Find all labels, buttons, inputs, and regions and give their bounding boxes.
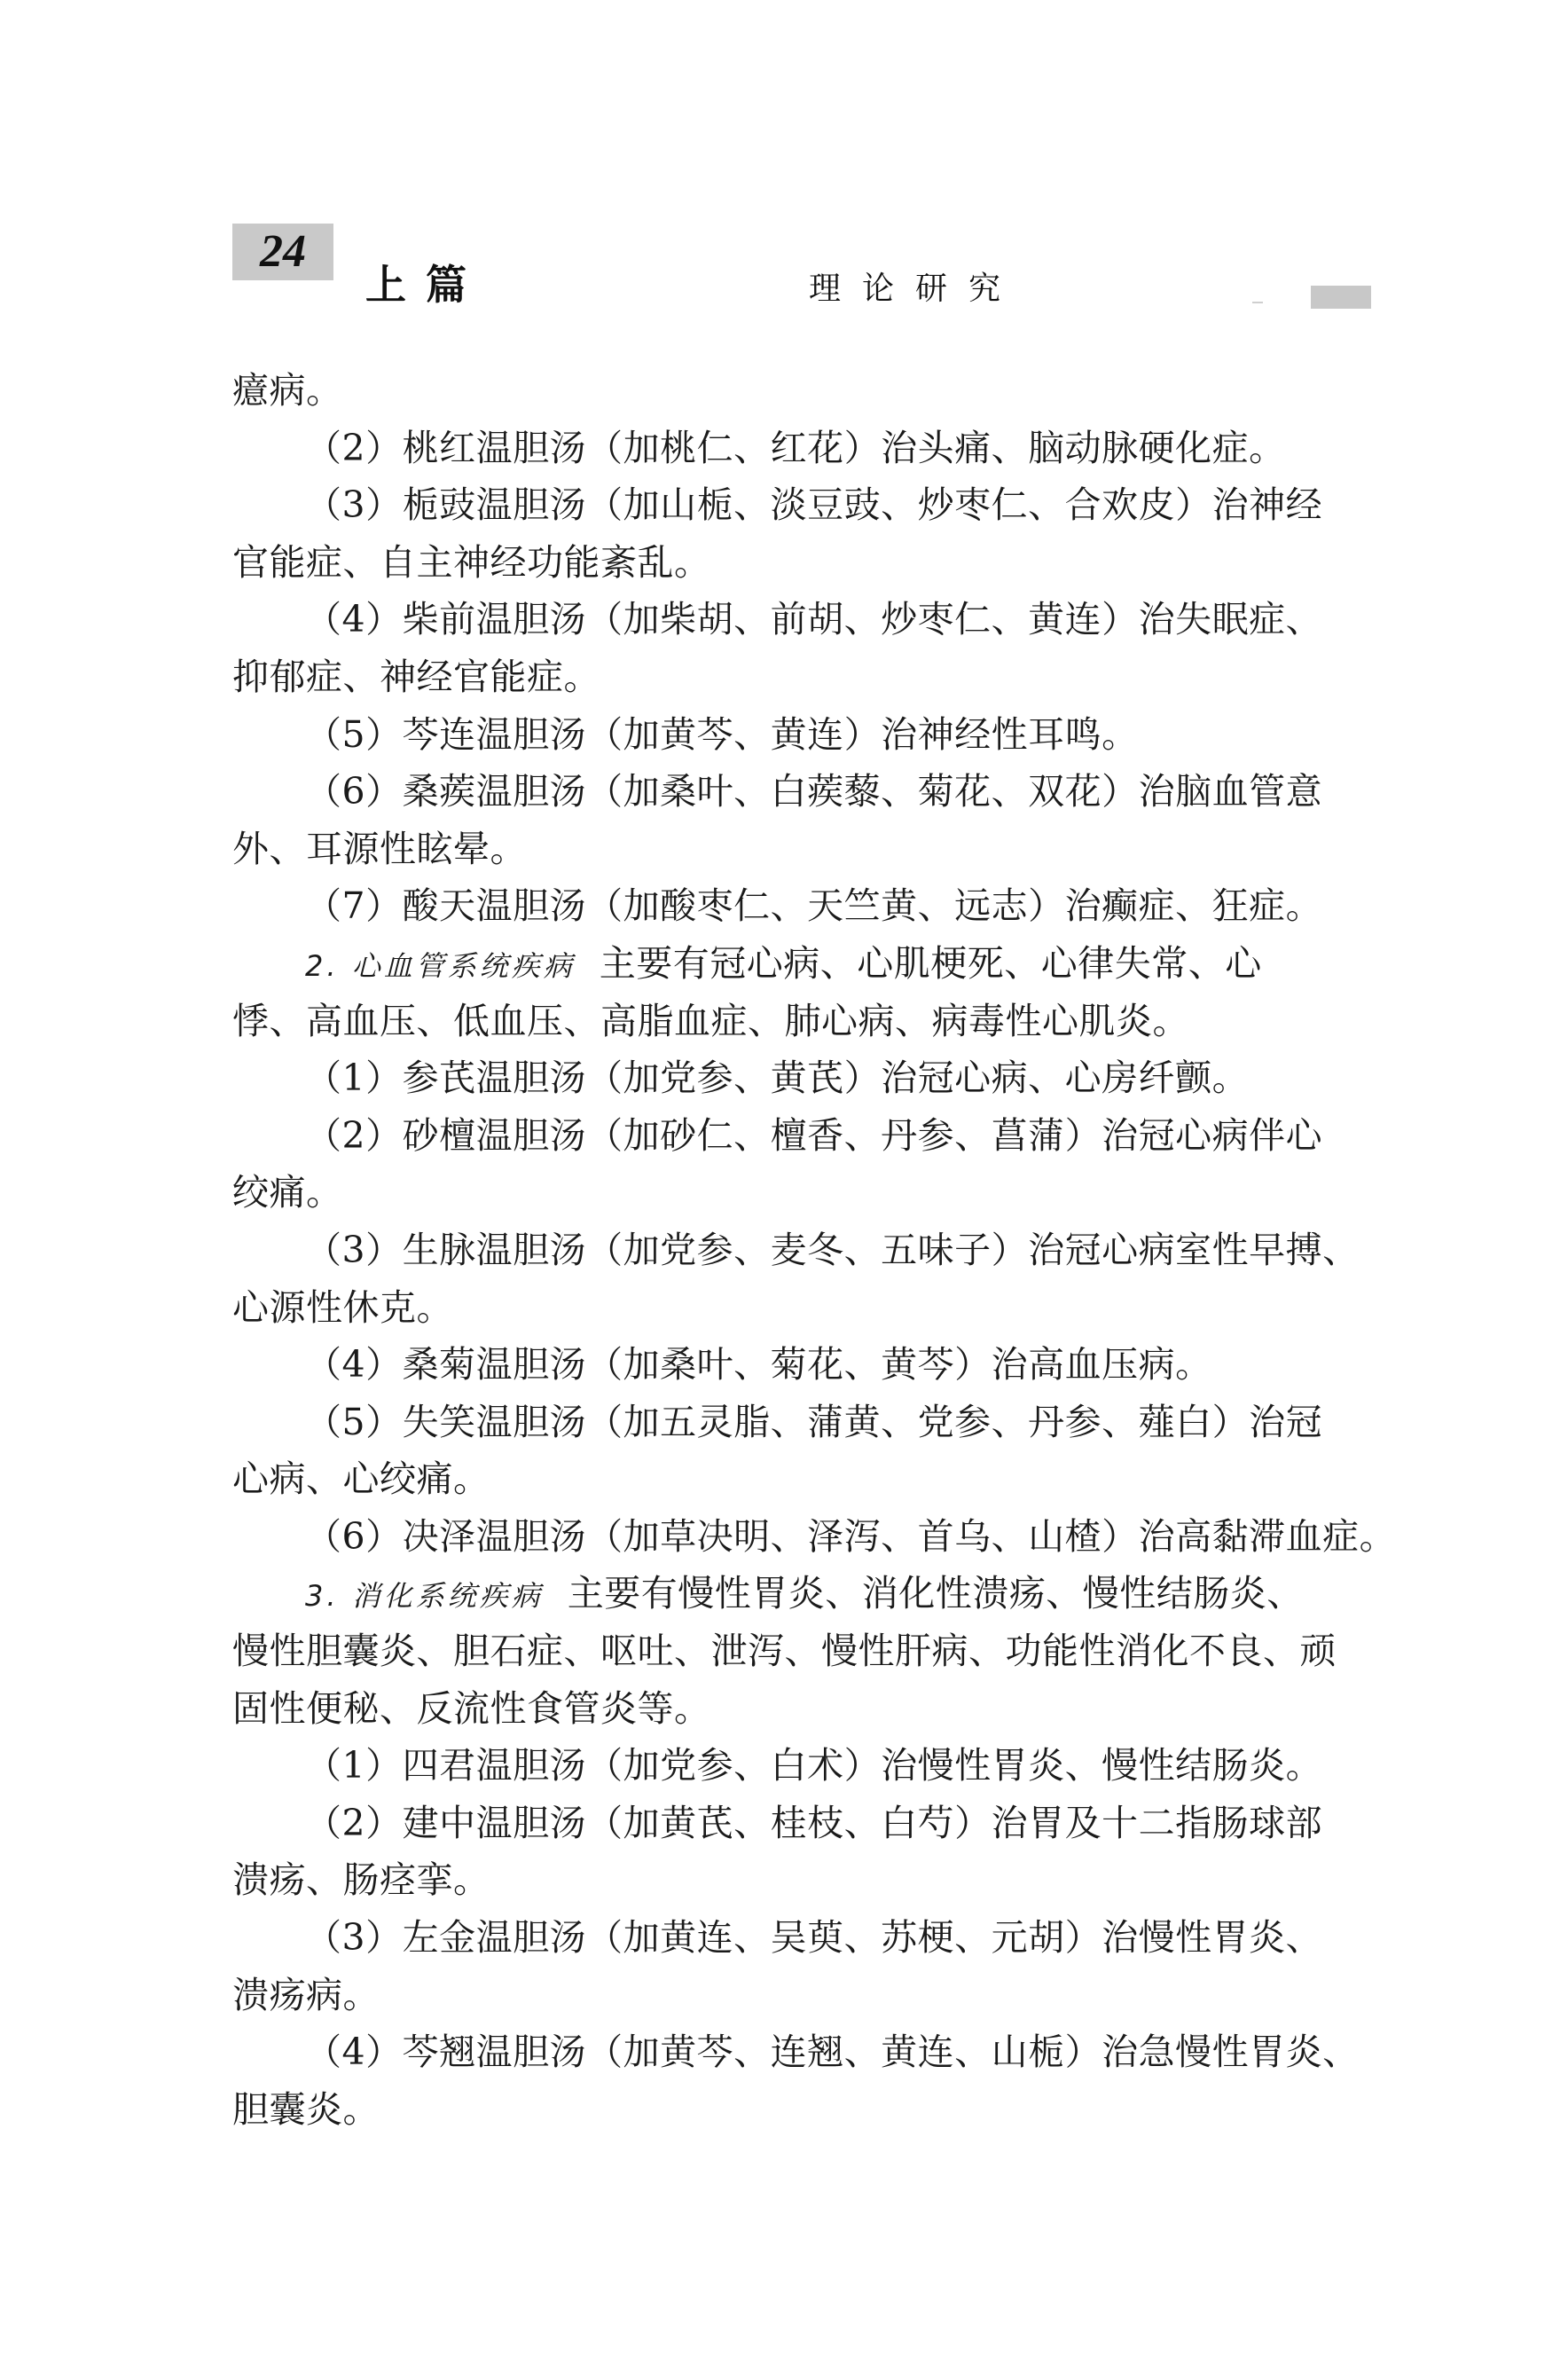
section-heading-label: 2. 心血管系统疾病 <box>305 948 576 983</box>
line-text: 主要有慢性胃炎、消化性溃疡、慢性结肠炎、 <box>567 1572 1304 1615</box>
text-line <box>232 476 1382 534</box>
line-text: （5）芩连温胆汤（加黄芩、黄连）治神经性耳鸣。 <box>305 712 1139 756</box>
line-text: （1）参芪温胆汤（加党参、黄芪）治冠心病、心房纤颤。 <box>305 1057 1250 1100</box>
line-text: （6）桑蒺温胆汤（加桑叶、白蒺藜、菊花、双花）治脑血管意 <box>305 770 1323 813</box>
text-line <box>232 1107 1382 1165</box>
line-text: 主要有冠心病、心肌梗死、心律失常、心 <box>599 941 1262 985</box>
section-heading-line <box>232 1565 1382 1622</box>
line-text: 官能症、自主神经功能紊乱。 <box>232 540 711 584</box>
header-decoration-dot <box>1252 302 1263 303</box>
line-text: （4）柴前温胆汤（加柴胡、前胡、炒枣仁、黄连）治失眠症、 <box>305 598 1323 641</box>
page-number: 24 <box>232 224 333 280</box>
line-text: 溃疡病。 <box>232 1973 380 2016</box>
line-text: （1）四君温胆汤（加党参、白术）治慢性胃炎、慢性结肠炎。 <box>305 1744 1323 1787</box>
line-text: 癔病。 <box>232 369 343 412</box>
text-line <box>232 1222 1382 1279</box>
line-text: 心病、心绞痛。 <box>232 1457 490 1501</box>
text-line <box>232 420 1382 477</box>
line-text: （3）左金温胆汤（加黄连、吴萸、苏梗、元胡）治慢性胃炎、 <box>305 1916 1323 1960</box>
text-line <box>232 1851 1382 1909</box>
line-text: （3）生脉温胆汤（加党参、麦冬、五味子）治冠心病室性早搏、 <box>305 1228 1360 1271</box>
text-line <box>232 534 1382 592</box>
text-line <box>232 2081 1382 2139</box>
line-text: 慢性胆囊炎、胆石症、呕吐、泄泻、慢性肝病、功能性消化不良、顽 <box>232 1630 1337 1673</box>
line-text: 外、耳源性眩晕。 <box>232 827 527 870</box>
text-line <box>232 2023 1382 2081</box>
text-line <box>232 648 1382 706</box>
line-text: 胆囊炎。 <box>232 2087 380 2131</box>
text-line <box>232 1336 1382 1394</box>
line-text: （7）酸天温胆汤（加酸枣仁、天竺黄、远志）治癫症、狂症。 <box>305 884 1323 928</box>
line-text: （2）砂檀温胆汤（加砂仁、檀香、丹参、菖蒲）治冠心病伴心 <box>305 1113 1323 1157</box>
text-line <box>232 706 1382 764</box>
text-line <box>232 763 1382 821</box>
line-text: 绞痛。 <box>232 1171 343 1214</box>
line-text: 溃疡、肠痉挛。 <box>232 1858 490 1902</box>
text-line <box>232 362 1382 420</box>
text-line <box>232 993 1382 1050</box>
line-text: （5）失笑温胆汤（加五灵脂、蒲黄、党参、丹参、薤白）治冠 <box>305 1400 1323 1443</box>
text-line <box>232 877 1382 935</box>
text-line <box>232 1394 1382 1451</box>
line-text: 抑郁症、神经官能症。 <box>232 655 600 698</box>
body-text <box>232 362 1397 2138</box>
line-text: （2）建中温胆汤（加黄芪、桂枝、白芍）治胃及十二指肠球部 <box>305 1801 1323 1844</box>
line-text: （3）栀豉温胆汤（加山栀、淡豆豉、炒枣仁、合欢皮）治神经 <box>305 483 1323 527</box>
line-text: 固性便秘、反流性食管炎等。 <box>232 1686 711 1730</box>
text-line <box>232 1164 1382 1222</box>
text-line <box>232 1450 1382 1508</box>
section-heading-line <box>232 935 1382 993</box>
text-line <box>232 1049 1382 1107</box>
section-title: 理论研究 <box>809 271 1023 307</box>
text-line <box>232 1909 1382 1967</box>
line-text: （6）决泽温胆汤（加草决明、泽泻、首乌、山楂）治高黏滞血症。 <box>305 1514 1397 1558</box>
text-line <box>232 1967 1382 2024</box>
text-line <box>232 1737 1382 1795</box>
line-text: 心源性休克。 <box>232 1285 453 1329</box>
section-label: 上篇 <box>365 261 486 309</box>
line-text: （4）桑菊温胆汤（加桑叶、菊花、黄芩）治高血压病。 <box>305 1343 1212 1387</box>
text-line <box>232 1508 1397 1566</box>
header-decoration <box>1311 286 1371 309</box>
text-line <box>232 591 1382 648</box>
text-line <box>232 1622 1382 1680</box>
text-line <box>232 1279 1382 1337</box>
text-line <box>232 1795 1382 1852</box>
section-heading-label: 3. 消化系统疾病 <box>305 1579 544 1614</box>
text-line <box>232 821 1382 878</box>
text-line <box>232 1680 1382 1738</box>
line-text: 悸、高血压、低血压、高脂血症、肺心病、病毒性心肌炎。 <box>232 999 1189 1042</box>
line-text: （2）桃红温胆汤（加桃仁、红花）治头痛、脑动脉硬化症。 <box>305 426 1286 469</box>
line-text: （4）芩翘温胆汤（加黄芩、连翘、黄连、山栀）治急慢性胃炎、 <box>305 2031 1360 2074</box>
